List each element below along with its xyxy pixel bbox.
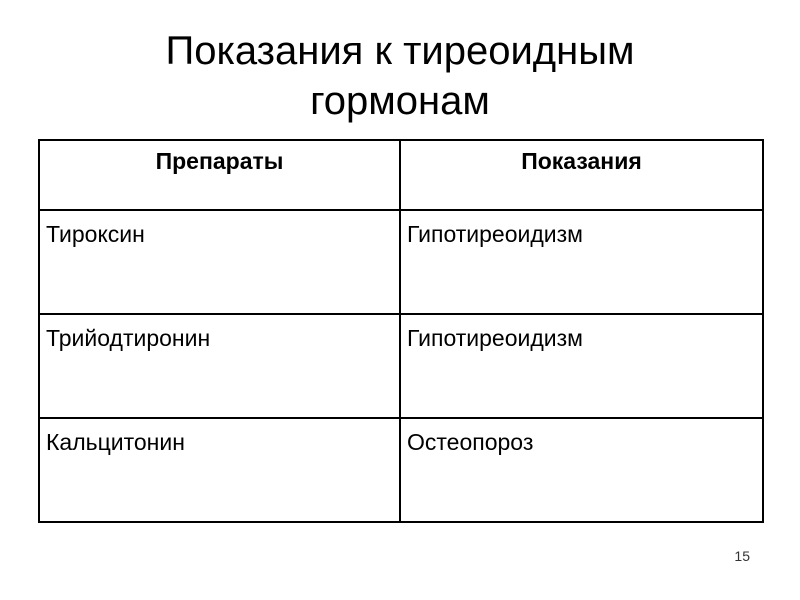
page-number: 15 [734, 548, 750, 564]
slide-title-line-1: Показания к тиреоидным [165, 29, 635, 73]
slide-title [0, 26, 800, 126]
header-indications: Показания [400, 140, 763, 210]
indication-cell: Гипотиреоидизм [400, 210, 763, 314]
table-row [39, 314, 763, 418]
indication-cell: Гипотиреоидизм [400, 314, 763, 418]
table-header-row [39, 140, 763, 210]
header-drugs: Препараты [39, 140, 400, 210]
slide-title-line-2: гормонам [310, 79, 490, 123]
drug-cell: Трийодтиронин [39, 314, 400, 418]
drug-cell: Кальцитонин [39, 418, 400, 522]
table-row [39, 418, 763, 522]
indications-table [38, 139, 764, 523]
drug-cell: Тироксин [39, 210, 400, 314]
indication-cell: Остеопороз [400, 418, 763, 522]
table-row [39, 210, 763, 314]
